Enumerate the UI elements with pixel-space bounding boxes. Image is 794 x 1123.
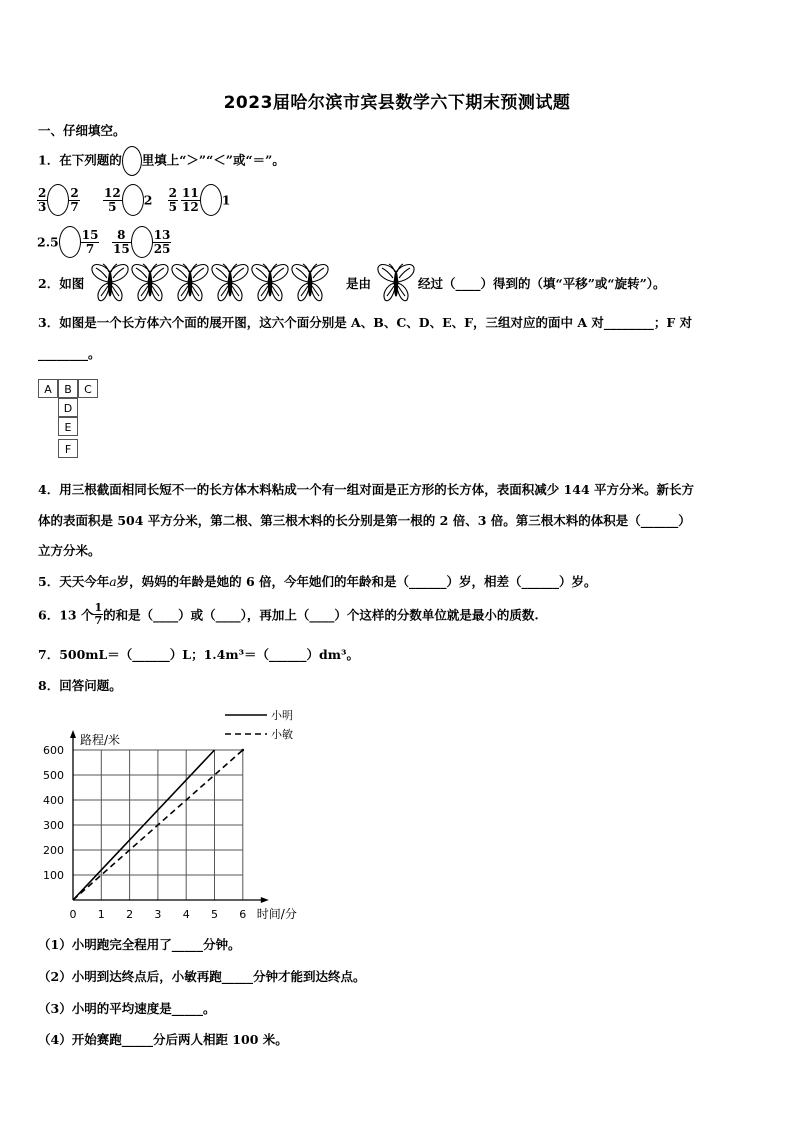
y-tick-label: 200 bbox=[43, 844, 64, 857]
q4-line3: 立方分米。 bbox=[38, 543, 101, 558]
answer-oval[interactable] bbox=[131, 226, 153, 258]
y-tick-label: 500 bbox=[43, 769, 64, 782]
face-b: B bbox=[58, 379, 78, 398]
x-tick-label: 6 bbox=[239, 908, 247, 921]
q1-row2-item2 bbox=[112, 226, 171, 258]
q2-middle: 是由 bbox=[346, 276, 372, 291]
q1-row1-item3: $\frac{11}{12}$ 1 bbox=[181, 184, 230, 216]
fraction: $\frac{11}{12}$ bbox=[182, 185, 199, 214]
x-axis-arrow bbox=[261, 897, 269, 903]
x-tick-label: 5 bbox=[211, 908, 218, 921]
q2-before: 2．如图 bbox=[38, 276, 85, 291]
butterfly-row bbox=[90, 262, 330, 304]
butterfly-single bbox=[376, 262, 416, 304]
q1-row1-item1 bbox=[37, 184, 80, 216]
y-tick-label: 600 bbox=[43, 744, 64, 757]
cube-net bbox=[38, 379, 108, 463]
section-heading: 一、仔细填空。 bbox=[38, 123, 126, 138]
x-tick-label: 0 bbox=[69, 908, 77, 921]
y-tick-label: 400 bbox=[43, 794, 64, 807]
subquestion-2: （2）小明到达终点后，小敏再跑_____分钟才能到达终点。 bbox=[38, 969, 366, 984]
fraction: $\frac{2}{5}$ bbox=[168, 185, 178, 214]
q1-before: 1．在下列题的 bbox=[38, 152, 122, 168]
butterfly-icon bbox=[210, 273, 250, 292]
legend-label-1: 小明 bbox=[271, 709, 293, 722]
q3-line2: ________。 bbox=[38, 346, 101, 361]
q4-line1: 4．用三根截面相同长短不一的长方体木料粘成一个有一组对面是正方形的长方体，表面积减少 144 平方分米。新长方 bbox=[38, 482, 694, 497]
butterfly-icon bbox=[376, 273, 416, 292]
line-chart bbox=[30, 700, 330, 930]
butterfly-icon bbox=[170, 273, 210, 292]
butterfly-icon bbox=[130, 273, 170, 292]
x-tick-label: 2 bbox=[126, 908, 134, 921]
y-axis-label: 路程/米 bbox=[80, 733, 121, 747]
question-8: 8．回答问题。 bbox=[38, 678, 122, 693]
q1-after: 里填上“＞”“＜”或“＝”。 bbox=[141, 152, 285, 168]
face-d: D bbox=[58, 398, 78, 417]
answer-oval[interactable] bbox=[59, 226, 81, 258]
question-6: 6．13 个 $\frac{1}{7}$ 的和是（____）或（____），再加上（____）个这样的分数单位就是最小的质数. bbox=[38, 601, 539, 627]
face-f: F bbox=[58, 439, 78, 458]
answer-oval[interactable] bbox=[200, 184, 222, 216]
question-5: 5．天天今年a岁，妈妈的年龄是她的 6 倍，今年她们的年龄和是（______）岁，相差（______）岁。 bbox=[38, 574, 597, 589]
y-tick-label: 300 bbox=[43, 819, 64, 832]
page-title: 2023届哈尔滨市宾县数学六下期末预测试题 bbox=[223, 93, 571, 113]
x-axis-label: 时间/分 bbox=[256, 907, 297, 921]
question-1-text bbox=[38, 146, 285, 176]
q4-line2: 体的表面积是 504 平方分米，第二根、第三根木料的长分别是第一根的 2 倍、3 倍。第三根木料的体积是（______） bbox=[38, 513, 691, 528]
answer-oval[interactable] bbox=[122, 184, 144, 216]
q1-row2-item1: 2.5 $\frac{15}{7}$ bbox=[37, 226, 99, 258]
question-7: 7．500mL＝（______）L；1.4m³＝（______）dm³。 bbox=[38, 647, 359, 662]
fraction: $\frac{8}{15}$ bbox=[113, 227, 130, 256]
fraction: $\frac{2}{7}$ bbox=[70, 185, 79, 214]
butterfly-icon bbox=[250, 273, 290, 292]
x-tick-label: 3 bbox=[154, 908, 162, 921]
q3-line1: 3．如图是一个长方体六个面的展开图，这六个面分别是 A、B、C、D、E、F，三组对应的面中 A 对________；F 对 bbox=[38, 315, 693, 330]
x-tick-label: 1 bbox=[97, 908, 105, 921]
fraction: $\frac{13}{25}$ bbox=[153, 227, 171, 256]
fraction: $\frac{15}{7}$ bbox=[81, 227, 99, 256]
q2-after: 经过（____）得到的（填“平移”或“旋转”）。 bbox=[418, 276, 666, 291]
face-e: E bbox=[58, 417, 78, 436]
fraction: $\frac{2}{3}$ bbox=[38, 185, 47, 214]
subquestion-1: （1）小明跑完全程用了_____分钟。 bbox=[38, 937, 241, 952]
subquestion-4: （4）开始赛跑_____分后两人相距 100 米。 bbox=[38, 1032, 288, 1047]
subquestion-3: （3）小明的平均速度是_____。 bbox=[38, 1001, 216, 1016]
butterfly-icon bbox=[290, 273, 330, 292]
face-a: A bbox=[38, 379, 58, 398]
fraction: $\frac{1}{7}$ bbox=[94, 601, 103, 627]
y-tick-label: 100 bbox=[43, 869, 64, 882]
fraction: $\frac{12}{5}$ bbox=[104, 185, 121, 214]
x-tick-label: 4 bbox=[182, 908, 190, 921]
q1-row1-item2: $\frac{12}{5}$ 2 $\frac{2}{5}$ bbox=[103, 184, 178, 216]
butterfly-icon bbox=[90, 273, 130, 292]
variable-a: a bbox=[109, 574, 117, 589]
y-axis-arrow bbox=[70, 730, 76, 738]
answer-oval[interactable] bbox=[47, 184, 69, 216]
answer-oval[interactable] bbox=[122, 146, 142, 176]
face-c: C bbox=[78, 379, 98, 398]
end-point bbox=[242, 749, 245, 752]
legend-label-2: 小敏 bbox=[271, 728, 293, 741]
